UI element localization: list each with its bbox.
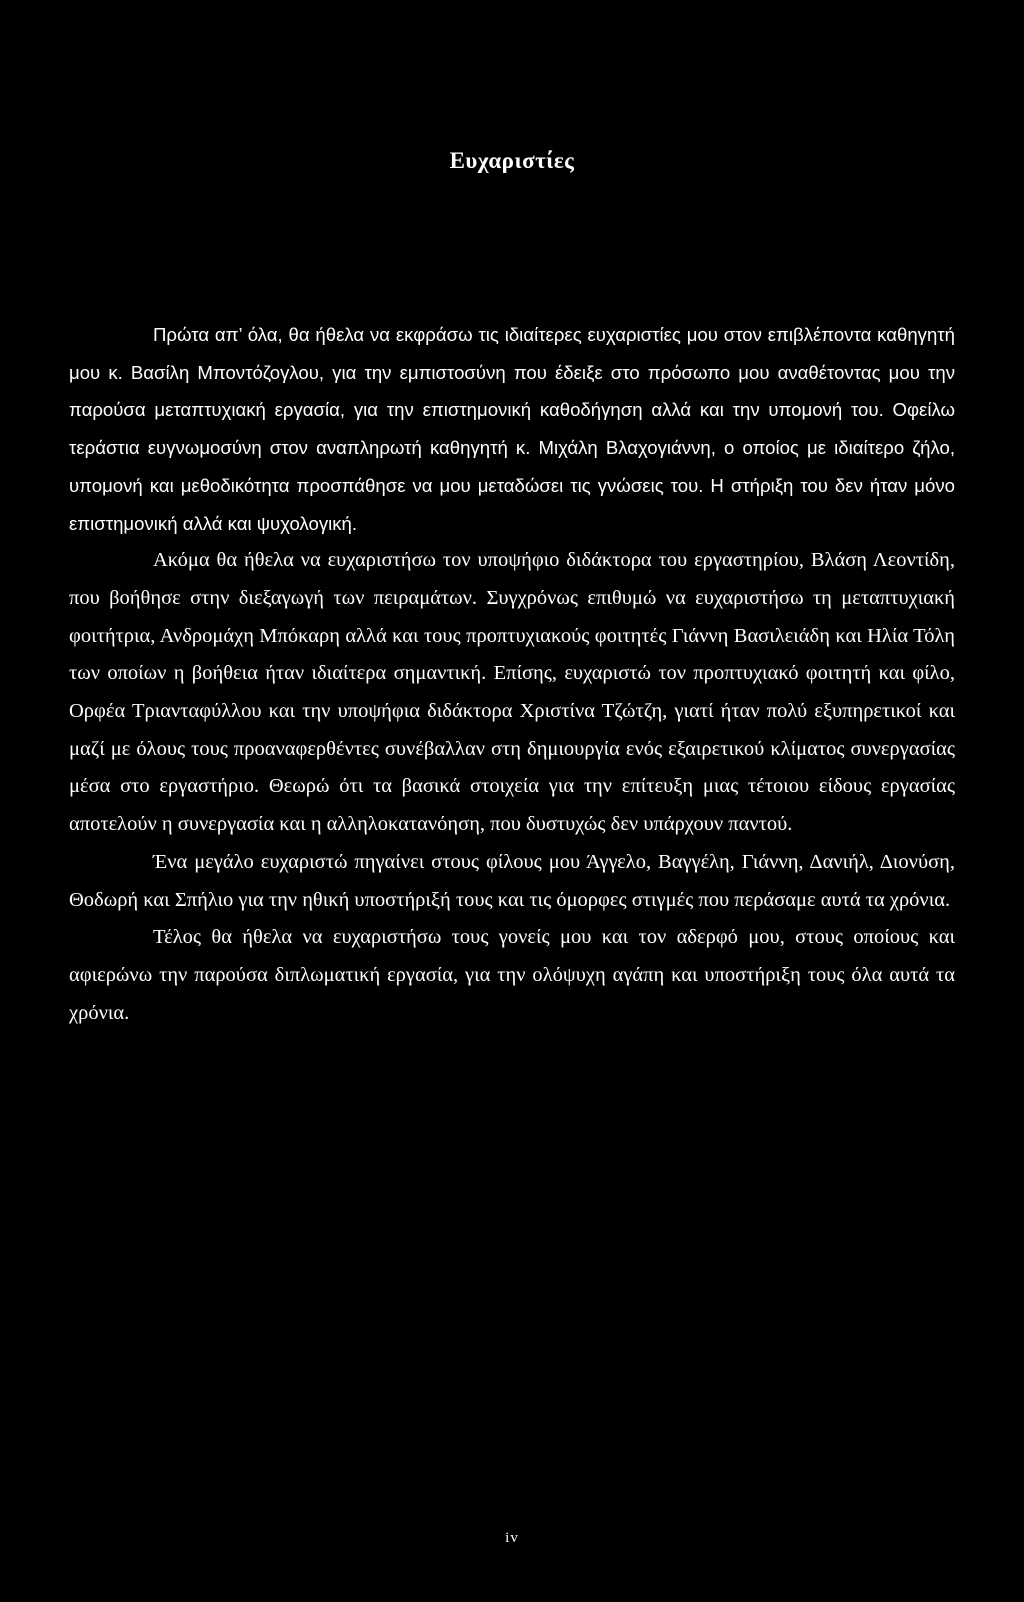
paragraph-family: Τέλος θα ήθελα να ευχαριστήσω τους γονείς μου και τον αδερφό μου, στους οποίους και αφιερώνω την παρούσα διπλωματική εργασία, για την ολόψυχη αγάπη και υποστήριξη τους όλα αυτά τα χρόνια. xyxy=(69,926,955,1024)
paragraph-supervisors: Πρώτα απ’ όλα, θα ήθελα να εκφράσω τις ιδιαίτερες ευχαριστίες μου στον επιβλέποντα καθηγητή μου κ. Βασίλη Μποντόζογλου, για την εμπιστοσύνη που έδειξε στο πρόσωπο μου αναθέτοντας μου την παρούσα μεταπτυχιακή εργασία, για την επιστημονική καθοδήγηση αλλά και την υπομονή του. Οφείλω τεράστια ευγνωμοσύνη στον αναπληρωτή καθηγητή κ. Μιχάλη Βλαχογιάννη, ο οποίος με ιδιαίτερο ζήλο, υπομονή και μεθοδικότητα προσπάθησε να μου μεταδώσει τις γνώσεις του. Η στήριξη του δεν ήταν μόνο επιστημονική αλλά και ψυχολογική. xyxy=(69,324,955,534)
paragraph-friends: Ένα μεγάλο ευχαριστώ πηγαίνει στους φίλους μου Άγγελο, Βαγγέλη, Γιάννη, Δανιήλ, Διονύση, Θοδωρή και Σπήλιο για την ηθική υποστήριξή τους και τις όμορφες στιγμές που περάσαμε αυτά τα χρόνια. xyxy=(69,850,955,911)
page-number: iv xyxy=(505,1530,519,1546)
document-body xyxy=(69,316,955,1032)
paragraph-lab-colleagues: Ακόμα θα ήθελα να ευχαριστήσω τον υποψήφιο διδάκτορα του εργαστηρίου, Βλάση Λεοντίδη, που βοήθησε στην διεξαγωγή των πειραμάτων. Συγχρόνως επιθυμώ να ευχαριστήσω τη μεταπτυχιακή φοιτήτρια, Ανδρομάχη Μπόκαρη αλλά και τους προπτυχιακούς φοιτητές Γιάννη Βασιλειάδη και Ηλία Τόλη των οποίων η βοήθεια ήταν ιδιαίτερα σημαντική. Επίσης, ευχαριστώ τον προπτυχιακό φοιτητή και φίλο, Ορφέα Τριανταφύλλου και την υποψήφια διδάκτορα Χριστίνα Τζώτζη, γιατί ήταν πολύ εξυπηρετικοί και μαζί με όλους τους προαναφερθέντες συνέβαλλαν στη δημιουργία ενός εξαιρετικού κλίματος συνεργασίας μέσα στο εργαστήριο. Θεωρώ ότι τα βασικά στοιχεία για την επίτευξη μιας τέτοιου είδους εργασίας αποτελούν η συνεργασία και η αλληλοκατανόηση, που δυστυχώς δεν υπάρχουν παντού. xyxy=(69,549,955,836)
page-title: Ευχαριστίες xyxy=(449,148,575,173)
